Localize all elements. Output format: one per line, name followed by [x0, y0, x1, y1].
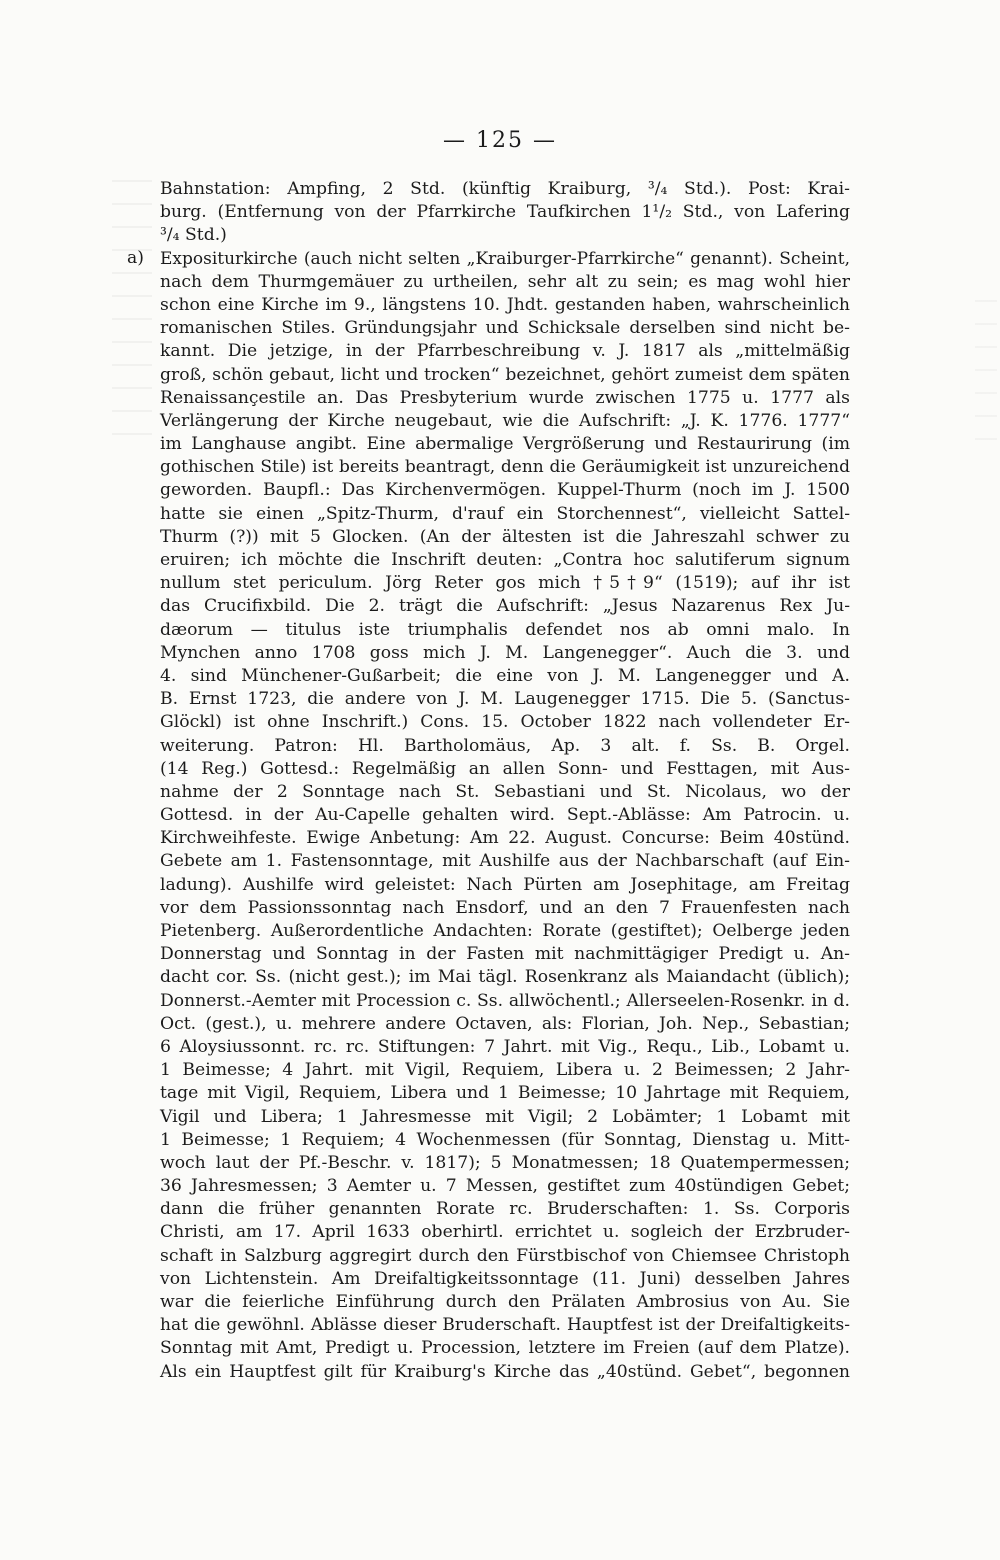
text-line: eruiren; ich möchte die Inschrift deuten: „Contra hoc salutiferum signum	[160, 550, 850, 570]
text-line: tage mit Vigil, Requiem, Libera und 1 Beimesse; 10 Jahrtage mit Requiem,	[160, 1083, 850, 1104]
text-line: dæorum — titulus iste triumphalis defendet nos ab omni malo. In	[160, 619, 850, 640]
text-line: schon eine Kirche im 9., längstens 10. Jhdt. gestanden haben, wahrscheinlich	[160, 294, 850, 315]
text-line: Thurm (?)) mit 5 Glocken. (An der ältesten ist die Jahreszahl schwer zu	[160, 526, 850, 547]
text-line: Oct. (gest.), u. mehrere andere Octaven, als: Florian, Joh. Nep., Sebastian;	[160, 1013, 850, 1034]
text-line: im Langhause angibt. Eine abermalige Vergrößerung und Restaurirung (im	[160, 434, 850, 455]
text-line: 36 Jahresmessen; 3 Aemter u. 7 Messen, gestiftet zum 40stündigen Gebet;	[160, 1176, 850, 1197]
text-line: burg. (Entfernung von der Pfarrkirche Taufkirchen 1¹/₂ Std., von Lafering	[160, 202, 850, 223]
paragraph-marker: a)	[127, 247, 144, 268]
text-line: Bahnstation: Ampfing, 2 Std. (künftig Kraiburg, ³/₄ Std.). Post: Krai-	[160, 179, 850, 199]
text-line: 4. sind Münchener-Gußarbeit; die eine von J. M. Langenegger und A.	[160, 665, 850, 686]
text-line: Pietenberg. Außerordentliche Andachten: Rorate (gestiftet); Oelberge jeden	[160, 921, 850, 941]
text-line: Mynchen anno 1708 goss mich J. M. Langenegger“. Auch die 3. und	[160, 642, 850, 663]
text-line: Gottesd. in der Au-Capelle gehalten wird. Sept.-Ablässe: Am Patrocin. u.	[160, 805, 850, 826]
text-line: Vigil und Libera; 1 Jahresmesse mit Vigil; 2 Lobämter; 1 Lobamt mit	[160, 1106, 850, 1127]
text-line: dann die früher genannten Rorate rc. Bruderschaften: 1. Ss. Corporis	[160, 1199, 850, 1220]
text-line: Glöckl) ist ohne Inschrift.) Cons. 15. October 1822 nach vollendeter Er-	[160, 712, 850, 733]
page-number: — 125 —	[443, 128, 557, 153]
text-line: ladung). Aushilfe wird geleistet: Nach Pürten am Josephitage, am Freitag	[160, 874, 850, 895]
body-text	[127, 178, 850, 1384]
text-line: von Lichtenstein. Am Dreifaltigkeitssonntage (11. Juni) desselben Jahres	[160, 1268, 850, 1289]
text-line: Donnerstag und Sonntag in der Fasten mit nachmittägiger Predigt u. An-	[160, 944, 850, 965]
text-line: kannt. Die jetzige, in der Pfarrbeschreibung v. J. 1817 als „mittelmäßig	[160, 341, 850, 362]
text-line: Christi, am 17. April 1633 oberhirtl. errichtet u. sogleich der Erzbruder-	[160, 1222, 850, 1243]
show-through-right	[975, 300, 997, 460]
text-line: Gebete am 1. Fastensonntage, mit Aushilfe aus der Nachbarschaft (auf Ein-	[160, 851, 850, 872]
text-line: das Crucifixbild. Die 2. trägt die Aufschrift: „Jesus Nazarenus Rex Ju-	[160, 596, 850, 617]
text-line: dacht cor. Ss. (nicht gest.); im Mai tägl. Rosenkranz als Maiandacht (üblich);	[160, 967, 850, 988]
text-line: hat die gewöhnl. Ablässe dieser Bruderschaft. Hauptfest ist der Dreifaltigkeits-	[160, 1315, 850, 1336]
text-line: nullum stet periculum. Jörg Reter gos mich †5†9“ (1519); auf ihr ist	[160, 573, 850, 594]
text-line: schaft in Salzburg aggregirt durch den Fürstbischof von Chiemsee Christoph	[160, 1245, 850, 1266]
text-line: Verlängerung der Kirche neugebaut, wie die Aufschrift: „J. K. 1776. 1777“	[160, 410, 850, 431]
text-line: nach dem Thurmgemäuer zu urtheilen, sehr alt zu sein; es mag wohl hier	[160, 271, 850, 292]
text-line: romanischen Stiles. Gründungsjahr und Schicksale derselben sind nicht be-	[160, 318, 850, 339]
text-line: weiterung. Patron: Hl. Bartholomäus, Ap. 3 alt. f. Ss. B. Orgel.	[160, 735, 850, 756]
text-line: geworden. Baupfl.: Das Kirchenvermögen. Kuppel-Thurm (noch im J. 1500	[160, 480, 850, 501]
text-line: Expositurkirche (auch nicht selten „Kraiburger-Pfarrkirche“ genannt). Scheint,	[160, 248, 850, 269]
text-line: 6 Aloysiussonnt. rc. rc. Stiftungen: 7 Jahrt. mit Vig., Requ., Lib., Lobamt u.	[160, 1036, 850, 1057]
text-line: Kirchweihfeste. Ewige Anbetung: Am 22. August. Concurse: Beim 40stünd.	[160, 828, 850, 849]
text-line: gothischen Stile) ist bereits beantragt, denn die Geräumigkeit ist unzureichend	[160, 457, 850, 478]
text-line: war die feierliche Einführung durch den Prälaten Ambrosius von Au. Sie	[160, 1292, 850, 1312]
text-line: woch laut der Pf.-Beschr. v. 1817); 5 Monatmessen; 18 Quatempermessen;	[160, 1152, 850, 1173]
text-line: nahme der 2 Sonntage nach St. Sebastiani und St. Nicolaus, wo der	[160, 781, 850, 802]
text-line: vor dem Passionssonntag nach Ensdorf, und an den 7 Frauenfesten nach	[160, 897, 850, 918]
show-through-left	[112, 180, 152, 440]
text-line: 1 Beimesse; 1 Requiem; 4 Wochenmessen (für Sonntag, Dienstag u. Mitt-	[160, 1129, 850, 1150]
text-line: groß, schön gebaut, licht und trocken“ bezeichnet, gehört zumeist dem späten	[160, 364, 850, 385]
text-line: B. Ernst 1723, die andere von J. M. Laugenegger 1715. Die 5. (Sanctus-	[160, 689, 850, 710]
text-line: Renaissançestile an. Das Presbyterium wurde zwischen 1775 u. 1777 als	[160, 387, 850, 408]
text-line: Als ein Hauptfest gilt für Kraiburg's Kirche das „40stünd. Gebet“, begonnen	[160, 1361, 850, 1382]
text-line: Donnerst.-Aemter mit Procession c. Ss. allwöchentl.; Allerseelen-Rosenkr. in d.	[160, 990, 850, 1011]
text-line: hatte sie einen „Spitz-Thurm, d'rauf ein Storchennest“, vielleicht Sattel-	[160, 503, 850, 524]
text-line: ³/₄ Std.)	[160, 225, 227, 246]
text-line: Sonntag mit Amt, Predigt u. Procession, letztere im Freien (auf dem Platze).	[160, 1338, 850, 1359]
text-line: (14 Reg.) Gottesd.: Regelmäßig an allen Sonn- und Festtagen, mit Aus-	[160, 758, 850, 779]
text-line: 1 Beimesse; 4 Jahrt. mit Vigil, Requiem, Libera u. 2 Beimessen; 2 Jahr-	[160, 1060, 850, 1081]
